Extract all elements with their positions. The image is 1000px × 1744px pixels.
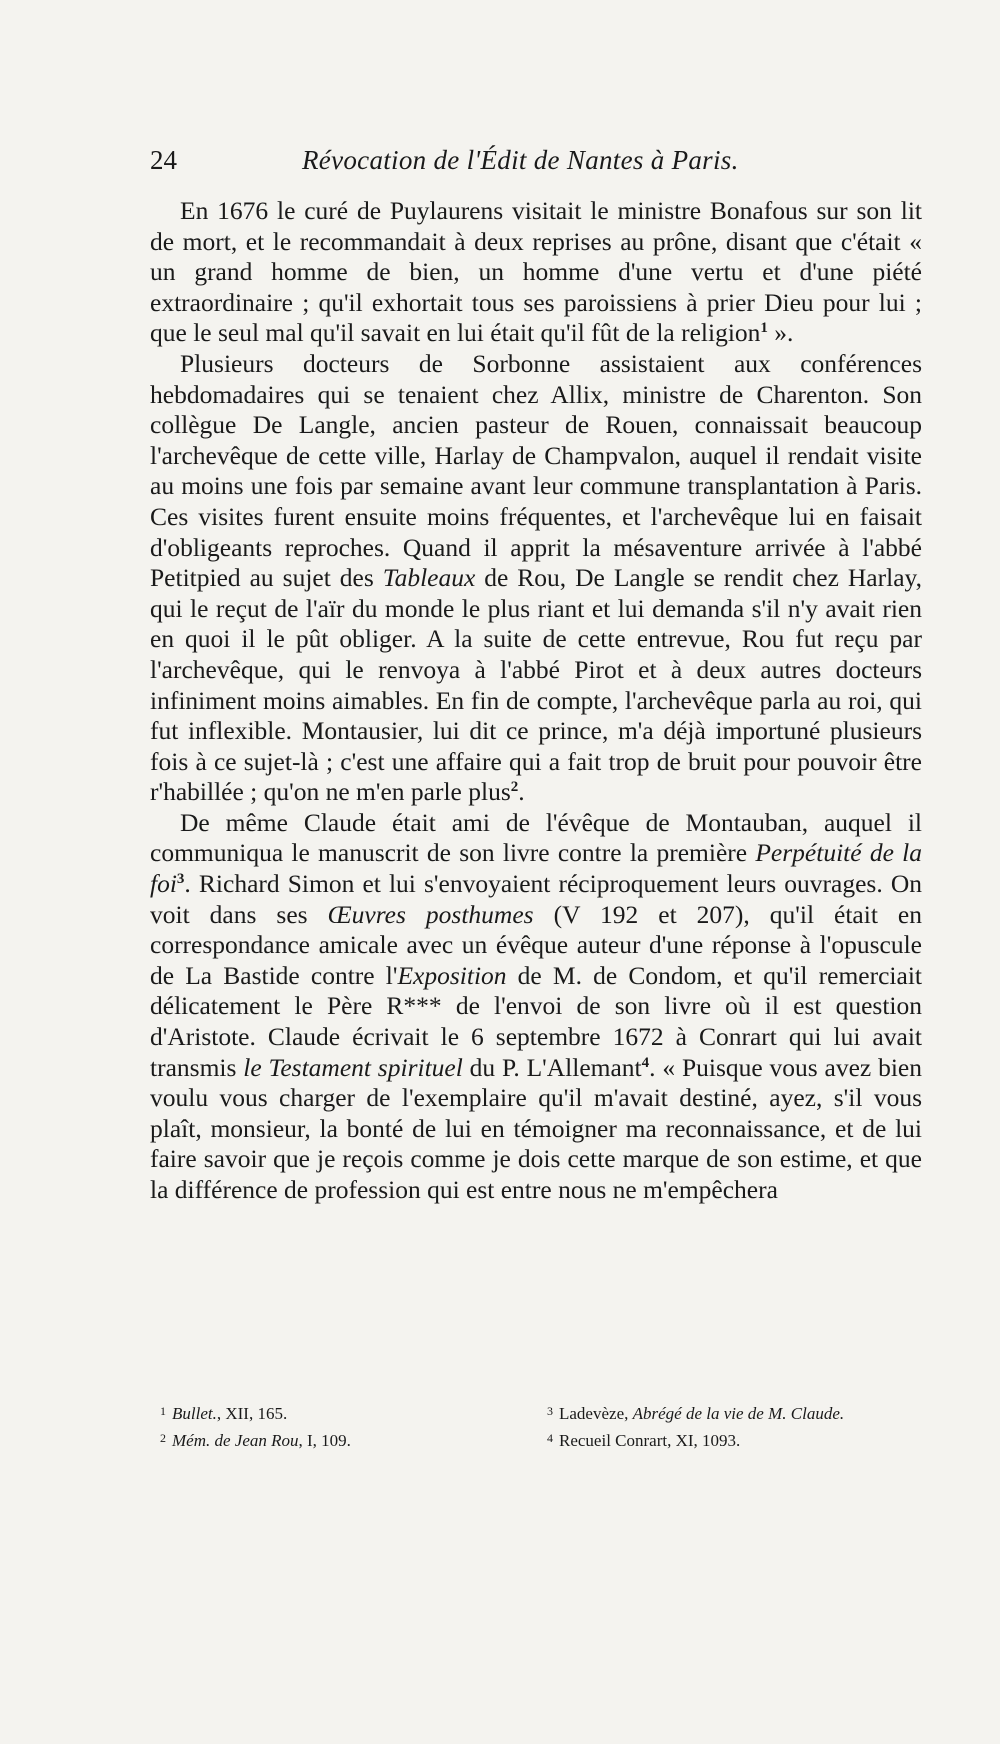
paragraph <box>150 349 922 808</box>
text-run: . « Puisque vous avez bien voulu vous charger de l'exemplaire qu'il m'avait destiné, ayez, s'il vous plaît, monsieur, la bonté de lui en témoigner ma reconnaissance, et de lui faire savoir que je reçois comme je dois cette marque de son estime, et que la différence de profession qui est entre nous ne m'empêchera <box>150 1052 922 1204</box>
footnote <box>160 1399 500 1426</box>
page-number: 24 <box>150 145 177 175</box>
italic-text: Tableaux <box>382 563 476 593</box>
text-run: De même Claude était ami de l'évêque de Montauban, auquel il communiqua le manuscrit de son livre contre la première <box>150 807 922 868</box>
footnote-reference: 1 <box>760 320 768 337</box>
paragraph <box>150 808 922 1206</box>
text-run: En 1676 le curé de Puylaurens visitait le ministre Bonafous sur son lit de mort, et le recommandait à deux reprises au prône, disant que c'était « un grand homme de bien, un homme d'une vertu et d'une piété extraordinaire ; qu'il exhortait tous ses paroissiens à prier Dieu pour lui ; que le seul mal qu'il savait en lui était qu'il fût de la religion <box>150 196 922 348</box>
running-title: Révocation de l'Édit de Nantes à Paris. <box>302 145 739 175</box>
italic-text: Mém. de Jean Rou <box>172 1431 299 1450</box>
body-text <box>150 196 922 1206</box>
italic-text: le Testament spirituel <box>243 1052 463 1082</box>
text-run: Ladevèze, <box>559 1404 633 1423</box>
text-run: , I, 109. <box>298 1431 351 1450</box>
footnote-number: 4 <box>547 1431 553 1445</box>
footnote <box>160 1426 500 1453</box>
text-run: de Rou, De Langle se rendit chez Harlay, qui le reçut de l'aïr du monde le plus riant et lui demanda s'il n'y avait rien en quoi il le pût obliger. A la suite de cette entrevue, Rou fut reçu par l'archevêque, qui le renvoya à l'abbé Pirot et à deux autres docteurs infiniment moins aimables. En fin de compte, l'archevêque parla au roi, qui fut inflexible. Montausier, lui dit ce prince, m'a déjà importuné plusieurs fois à ce sujet-là ; c'est une affaire qui a fait trop de bruit pour pouvoir être r'habillée ; qu'on ne m'en parle plus <box>150 563 922 807</box>
footnotes-left-column <box>160 1399 500 1453</box>
footnote-reference: 2 <box>510 779 519 796</box>
text-run: (V 192 et 207), qu'il était en correspondance amicale avec un évêque auteur d'une réponse à l'opuscule de La Bastide contre l' <box>150 899 922 990</box>
paragraph <box>150 196 922 349</box>
text-run: Recueil Conrart, XI, 1093. <box>559 1431 741 1450</box>
text-run: ». <box>767 318 794 348</box>
italic-text: Exposition <box>397 960 507 990</box>
text-run: du P. L'Allemant <box>462 1052 642 1082</box>
footnote-reference: 4 <box>641 1054 650 1071</box>
text-run: . <box>518 777 525 807</box>
italic-text: Œuvres posthumes <box>327 899 534 929</box>
italic-text: Bullet. <box>172 1404 217 1423</box>
text-run: , XII, 165. <box>216 1404 288 1423</box>
footnote <box>547 1426 923 1453</box>
footnote <box>547 1399 923 1426</box>
footnote-reference: 3 <box>176 871 185 888</box>
footnote-number: 1 <box>160 1404 166 1418</box>
running-header <box>150 145 920 185</box>
text-run: Plusieurs docteurs de Sorbonne assistaient aux conférences hebdomadaires qui se tenaient chez Allix, ministre de Charenton. Son collègue De Langle, ancien pasteur de Rouen, connaissait beaucoup l'archevêque de cette ville, Harlay de Champvalon, auquel il rendait visite au moins une fois par semaine avant leur commune transplantation à Paris. Ces visites furent ensuite moins fréquentes, et l'archevêque lui en faisait d'obligeants reproches. Quand il apprit la mésaventure arrivée à l'abbé Petitpied au sujet des <box>150 348 922 593</box>
text-run: . Richard Simon et lui s'envoyaient réciproquement leurs ouvrages. On voit dans ses <box>150 869 922 929</box>
text-run: de M. de Condom, et qu'il remerciait délicatement le Père R*** de l'envoi de son livre où il est question d'Aristote. Claude écrivait le 6 septembre 1672 à Conrart qui lui avait transmis <box>150 960 922 1082</box>
italic-text: Perpétuité de la foi <box>150 838 922 899</box>
italic-text: Abrégé de la vie de M. Claude. <box>632 1404 845 1423</box>
footnotes-right-column <box>547 1399 923 1453</box>
footnote-number: 3 <box>547 1404 553 1418</box>
footnote-number: 2 <box>160 1431 166 1445</box>
